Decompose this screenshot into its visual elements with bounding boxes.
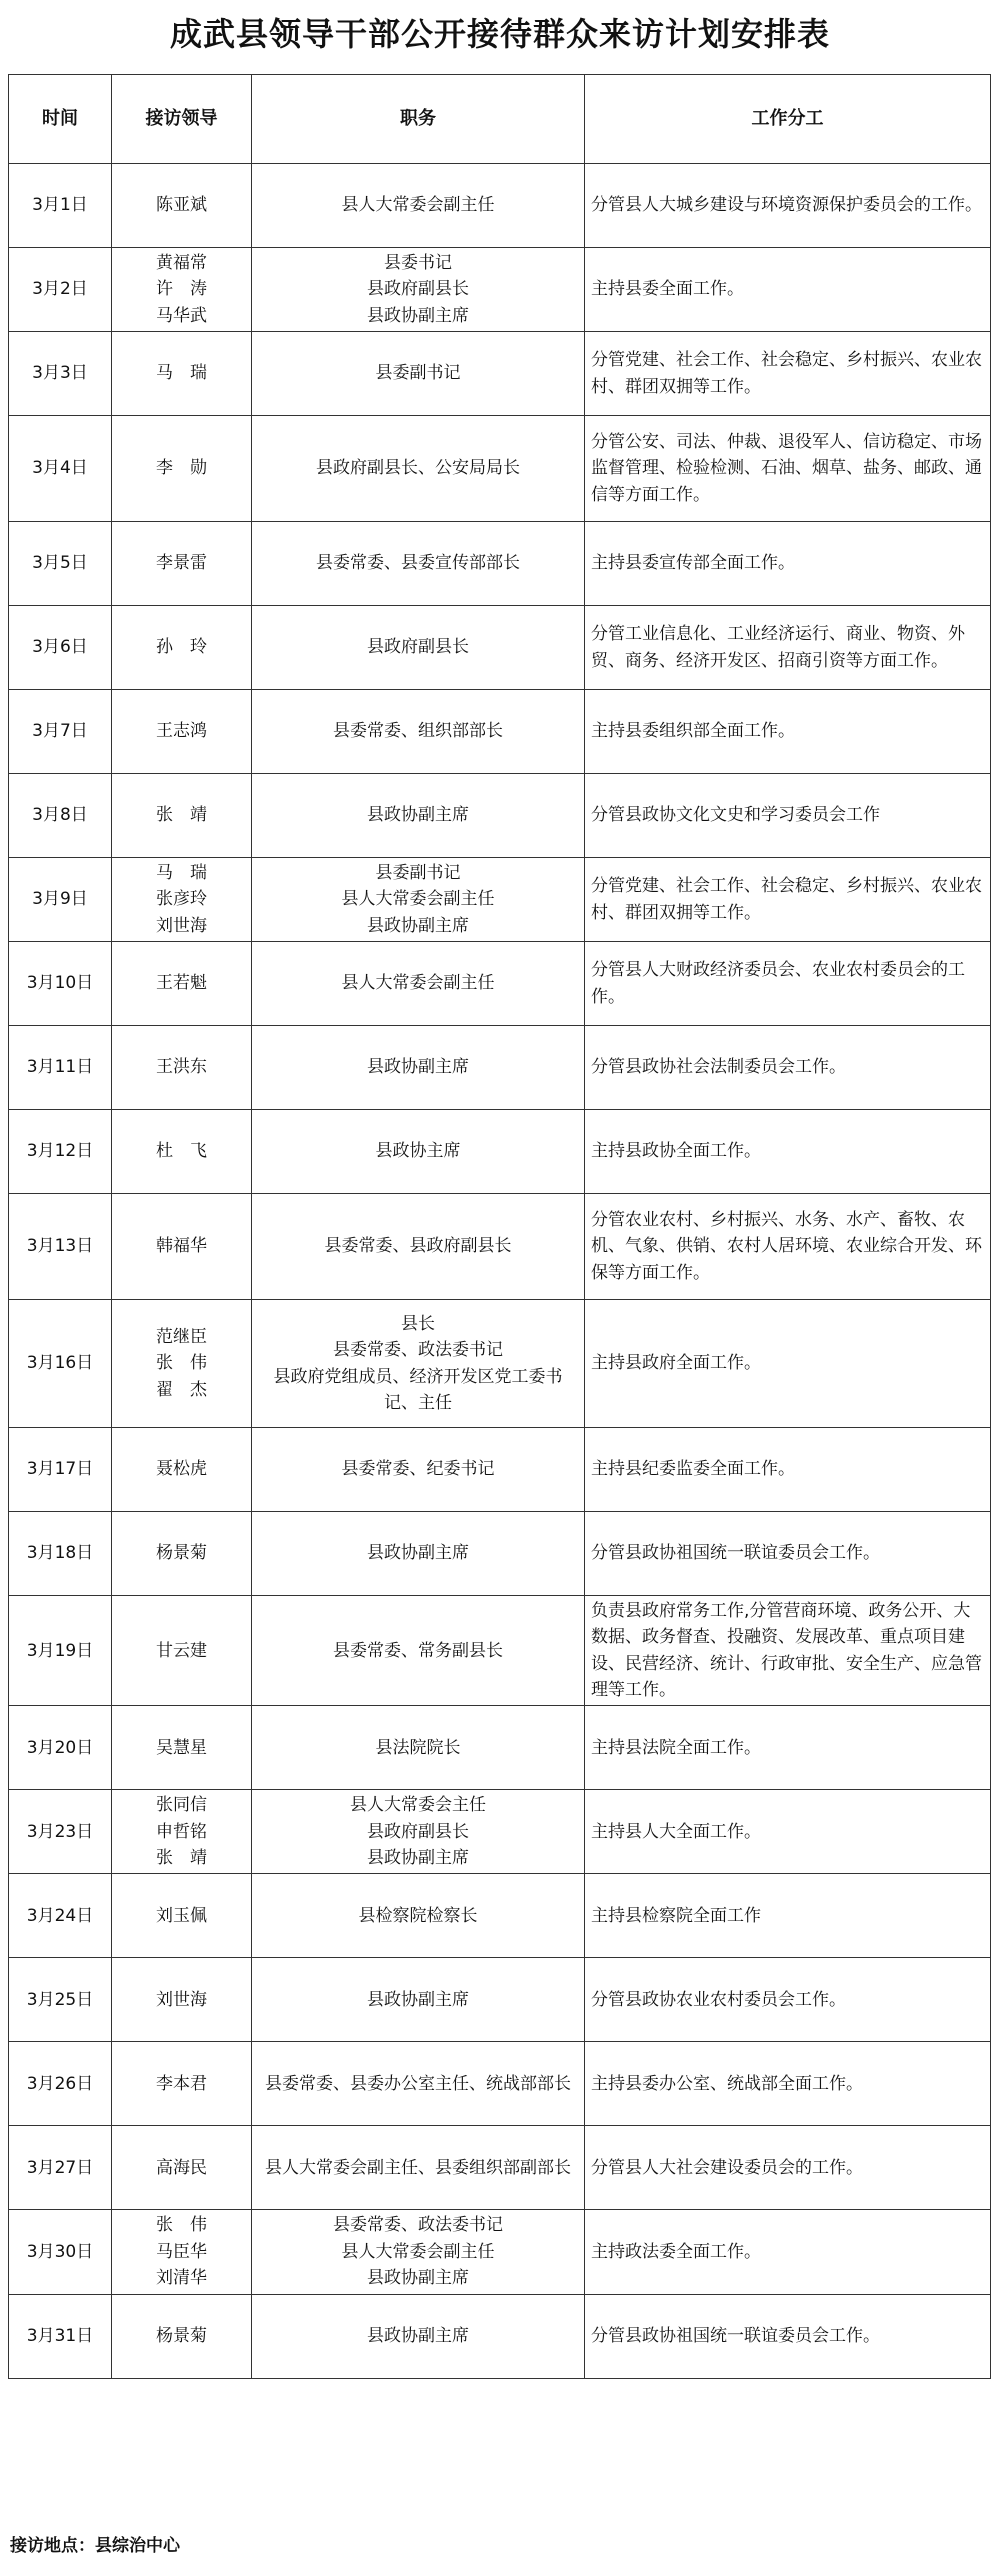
post-title: 县委副书记 [375, 863, 461, 884]
leader-name: 李本君 [156, 2073, 207, 2094]
leader-name: 翟 杰 [156, 1379, 207, 1400]
table-row [9, 1958, 991, 2042]
post-title: 县委常委、县政府副县长 [324, 1236, 512, 1257]
leader-name: 黄福常 [156, 253, 207, 273]
date-cell: 3月17日 [9, 1428, 112, 1512]
leader-cell [112, 1790, 252, 1874]
leader-cell [112, 2210, 252, 2294]
table-row [9, 858, 991, 942]
post-cell [252, 2210, 585, 2294]
leader-cell [112, 2126, 252, 2210]
post-cell [252, 1194, 585, 1300]
leader-cell [112, 606, 252, 690]
header-date: 时间 [9, 75, 112, 164]
leader-name: 许 涛 [156, 279, 207, 300]
post-title: 县政协副主席 [367, 915, 469, 936]
post-title: 县政协副主席 [367, 1989, 469, 2010]
date-cell: 3月25日 [9, 1958, 112, 2042]
header-leader: 接访领导 [112, 75, 252, 164]
duty-cell: 分管县政协农业农村委员会工作。 [585, 1958, 991, 2042]
post-cell [252, 606, 585, 690]
leader-cell [112, 2294, 252, 2378]
date-cell: 3月6日 [9, 606, 112, 690]
reception-location: 接访地点：县综治中心 [10, 2536, 180, 2556]
leader-name: 王洪东 [156, 1057, 207, 1078]
date-cell: 3月19日 [9, 1596, 112, 1706]
leader-cell [112, 522, 252, 606]
leader-cell [112, 858, 252, 942]
post-title: 县委书记 [384, 253, 452, 273]
post-title: 县委常委、纪委书记 [341, 1459, 495, 1480]
post-cell [252, 1428, 585, 1512]
date-cell: 3月3日 [9, 332, 112, 416]
post-cell [252, 248, 585, 332]
post-cell [252, 858, 585, 942]
leader-name: 刘清华 [156, 2268, 207, 2289]
post-title: 县委常委、政法委书记 [333, 2215, 503, 2236]
leader-name: 马臣华 [156, 2241, 207, 2262]
leader-cell [112, 2042, 252, 2126]
leader-cell [112, 164, 252, 248]
post-cell [252, 774, 585, 858]
duty-cell: 分管县政协社会法制委员会工作。 [585, 1026, 991, 1110]
leader-cell [112, 774, 252, 858]
post-title: 县政协副主席 [367, 1543, 469, 1564]
table-row [9, 1790, 991, 1874]
leader-cell [112, 332, 252, 416]
date-cell: 3月26日 [9, 2042, 112, 2126]
table-row [9, 1110, 991, 1194]
post-cell [252, 1958, 585, 2042]
leader-cell [112, 942, 252, 1026]
table-row [9, 164, 991, 248]
leader-name: 张 伟 [156, 1353, 207, 1374]
leader-cell [112, 1706, 252, 1790]
post-title: 县政协副主席 [367, 2268, 469, 2289]
post-cell [252, 164, 585, 248]
post-title: 县政协副主席 [367, 805, 469, 826]
duty-cell: 主持县检察院全面工作 [585, 1874, 991, 1958]
leader-name: 吴慧星 [156, 1737, 207, 1758]
date-cell: 3月2日 [9, 248, 112, 332]
date-cell: 3月18日 [9, 1512, 112, 1596]
leader-name: 马 瑞 [156, 363, 207, 384]
duty-cell: 分管农业农村、乡村振兴、水务、水产、畜牧、农机、气象、供销、农村人居环境、农业综合开发、环保等方面工作。 [585, 1194, 991, 1300]
leader-cell [112, 1300, 252, 1428]
duty-cell: 分管公安、司法、仲裁、退役军人、信访稳定、市场监督管理、检验检测、石油、烟草、盐务、邮政、通信等方面工作。 [585, 416, 991, 522]
table-row [9, 606, 991, 690]
post-cell [252, 690, 585, 774]
table-row [9, 1026, 991, 1110]
table-row [9, 2294, 991, 2378]
post-title: 县委副书记 [375, 363, 461, 384]
leader-name: 李 勋 [156, 458, 207, 479]
schedule-body [9, 164, 991, 2379]
table-row [9, 1194, 991, 1300]
duty-cell: 分管县人大社会建设委员会的工作。 [585, 2126, 991, 2210]
leader-name: 李景雷 [156, 553, 207, 574]
date-cell: 3月12日 [9, 1110, 112, 1194]
date-cell: 3月9日 [9, 858, 112, 942]
table-row [9, 2042, 991, 2126]
table-row [9, 1428, 991, 1512]
post-title: 县人大常委会副主任 [341, 973, 495, 994]
date-cell: 3月31日 [9, 2294, 112, 2378]
duty-cell: 分管县政协祖国统一联谊委员会工作。 [585, 2294, 991, 2378]
schedule-table [8, 74, 991, 2379]
post-title: 县政府副县长 [367, 1821, 469, 1842]
leader-cell [112, 416, 252, 522]
duty-cell: 分管县政协祖国统一联谊委员会工作。 [585, 1512, 991, 1596]
post-cell [252, 942, 585, 1026]
post-title: 县政协副主席 [367, 1057, 469, 1078]
duty-cell: 主持县法院全面工作。 [585, 1706, 991, 1790]
date-cell: 3月13日 [9, 1194, 112, 1300]
post-title: 县政协副主席 [367, 1848, 469, 1869]
leader-name: 张 伟 [156, 2215, 207, 2236]
leader-name: 杨景菊 [156, 2325, 207, 2346]
post-title: 县政府副县长、公安局局长 [316, 458, 520, 479]
leader-name: 陈亚斌 [156, 195, 207, 216]
table-row [9, 1706, 991, 1790]
leader-name: 高海民 [156, 2157, 207, 2178]
leader-cell [112, 1596, 252, 1706]
post-title: 县法院院长 [375, 1737, 461, 1758]
header-row [9, 75, 991, 164]
date-cell: 3月5日 [9, 522, 112, 606]
duty-cell: 负责县政府常务工作,分管营商环境、政务公开、大数据、政务督查、投融资、发展改革、重点项目建设、民营经济、统计、行政审批、安全生产、应急管理等工作。 [585, 1596, 991, 1706]
table-row [9, 522, 991, 606]
leader-name: 刘玉佩 [156, 1905, 207, 1926]
leader-cell [112, 1194, 252, 1300]
date-cell: 3月10日 [9, 942, 112, 1026]
leader-name: 刘世海 [156, 915, 207, 936]
leader-cell [112, 1110, 252, 1194]
leader-name: 甘云建 [156, 1640, 207, 1661]
duty-cell: 主持县纪委监委全面工作。 [585, 1428, 991, 1512]
header-duty: 工作分工 [585, 75, 991, 164]
leader-name: 张同信 [156, 1795, 207, 1816]
post-cell [252, 416, 585, 522]
duty-cell: 主持政法委全面工作。 [585, 2210, 991, 2294]
table-row [9, 942, 991, 1026]
post-title: 县委常委、县委办公室主任、统战部部长 [265, 2073, 571, 2094]
post-title: 县政协副主席 [367, 2325, 469, 2346]
date-cell: 3月8日 [9, 774, 112, 858]
leader-name: 马华武 [156, 305, 207, 326]
leader-name: 马 瑞 [156, 863, 207, 884]
post-cell [252, 1110, 585, 1194]
table-row [9, 2126, 991, 2210]
table-row [9, 2210, 991, 2294]
leader-name: 张 靖 [156, 805, 207, 826]
duty-cell: 主持县委全面工作。 [585, 248, 991, 332]
leader-name: 孙 玲 [156, 637, 207, 658]
leader-name: 张 靖 [156, 1848, 207, 1869]
post-cell [252, 1706, 585, 1790]
post-title: 县人大常委会副主任 [341, 195, 495, 216]
leader-name: 杨景菊 [156, 1543, 207, 1564]
leader-name: 刘世海 [156, 1989, 207, 2010]
post-cell [252, 1596, 585, 1706]
leader-name: 王若魁 [156, 973, 207, 994]
date-cell: 3月24日 [9, 1874, 112, 1958]
date-cell: 3月16日 [9, 1300, 112, 1428]
date-cell: 3月1日 [9, 164, 112, 248]
duty-cell: 主持县委办公室、统战部全面工作。 [585, 2042, 991, 2126]
leader-name: 范继臣 [156, 1327, 207, 1348]
duty-cell: 分管县人大城乡建设与环境资源保护委员会的工作。 [585, 164, 991, 248]
leader-cell [112, 248, 252, 332]
duty-cell: 分管党建、社会工作、社会稳定、乡村振兴、农业农村、群团双拥等工作。 [585, 332, 991, 416]
post-title: 县政府副县长 [367, 637, 469, 658]
date-cell: 3月11日 [9, 1026, 112, 1110]
duty-cell: 分管县政协文化文史和学习委员会工作 [585, 774, 991, 858]
duty-cell: 主持县人大全面工作。 [585, 1790, 991, 1874]
duty-cell: 分管党建、社会工作、社会稳定、乡村振兴、农业农村、群团双拥等工作。 [585, 858, 991, 942]
post-title: 县委常委、县委宣传部部长 [316, 553, 520, 574]
date-cell: 3月23日 [9, 1790, 112, 1874]
post-title: 县政协主席 [375, 1141, 461, 1162]
table-row [9, 690, 991, 774]
post-title: 县人大常委会副主任 [341, 889, 495, 910]
post-cell [252, 1790, 585, 1874]
post-title: 县委常委、政法委书记 [333, 1340, 503, 1361]
post-cell [252, 522, 585, 606]
post-cell [252, 2042, 585, 2126]
table-row [9, 774, 991, 858]
duty-cell: 分管工业信息化、工业经济运行、商业、物资、外贸、商务、经济开发区、招商引资等方面工作。 [585, 606, 991, 690]
post-title: 县人大常委会副主任、县委组织部副部长 [265, 2157, 571, 2178]
duty-cell: 主持县委宣传部全面工作。 [585, 522, 991, 606]
leader-cell [112, 1026, 252, 1110]
post-title: 县政府副县长 [367, 279, 469, 300]
duty-cell: 分管县人大财政经济委员会、农业农村委员会的工作。 [585, 942, 991, 1026]
date-cell: 3月27日 [9, 2126, 112, 2210]
table-row [9, 1300, 991, 1428]
post-cell [252, 1512, 585, 1596]
page-title: 成武县领导干部公开接待群众来访计划安排表 [169, 15, 830, 53]
duty-cell: 主持县委组织部全面工作。 [585, 690, 991, 774]
leader-name: 杜 飞 [156, 1141, 207, 1162]
leader-name: 申哲铭 [156, 1821, 207, 1842]
date-cell: 3月4日 [9, 416, 112, 522]
leader-cell [112, 1958, 252, 2042]
post-cell [252, 1300, 585, 1428]
post-title: 县政府党组成员、经济开发区党工委书记、主任 [273, 1366, 563, 1413]
leader-cell [112, 1512, 252, 1596]
leader-cell [112, 1428, 252, 1512]
leader-name: 张彦玲 [156, 889, 207, 910]
post-title: 县政协副主席 [367, 305, 469, 326]
post-cell [252, 2294, 585, 2378]
duty-cell: 主持县政协全面工作。 [585, 1110, 991, 1194]
post-cell [252, 2126, 585, 2210]
date-cell: 3月30日 [9, 2210, 112, 2294]
date-cell: 3月7日 [9, 690, 112, 774]
post-cell [252, 1874, 585, 1958]
leader-cell [112, 690, 252, 774]
post-title: 县人大常委会主任 [350, 1795, 486, 1816]
table-row [9, 416, 991, 522]
date-cell: 3月20日 [9, 1706, 112, 1790]
table-row [9, 248, 991, 332]
table-row [9, 1596, 991, 1706]
table-row [9, 332, 991, 416]
post-title: 县委常委、组织部部长 [333, 721, 503, 742]
post-title: 县检察院检察长 [358, 1905, 478, 1926]
table-row [9, 1874, 991, 1958]
post-cell [252, 332, 585, 416]
post-title: 县长 [401, 1313, 435, 1334]
post-title: 县人大常委会副主任 [341, 2241, 495, 2262]
leader-name: 王志鸿 [156, 721, 207, 742]
post-title: 县委常委、常务副县长 [333, 1640, 503, 1661]
post-cell [252, 1026, 585, 1110]
duty-cell: 主持县政府全面工作。 [585, 1300, 991, 1428]
leader-cell [112, 1874, 252, 1958]
header-post: 职务 [252, 75, 585, 164]
leader-name: 韩福华 [156, 1236, 207, 1257]
leader-name: 聂松虎 [156, 1459, 207, 1480]
table-row [9, 1512, 991, 1596]
